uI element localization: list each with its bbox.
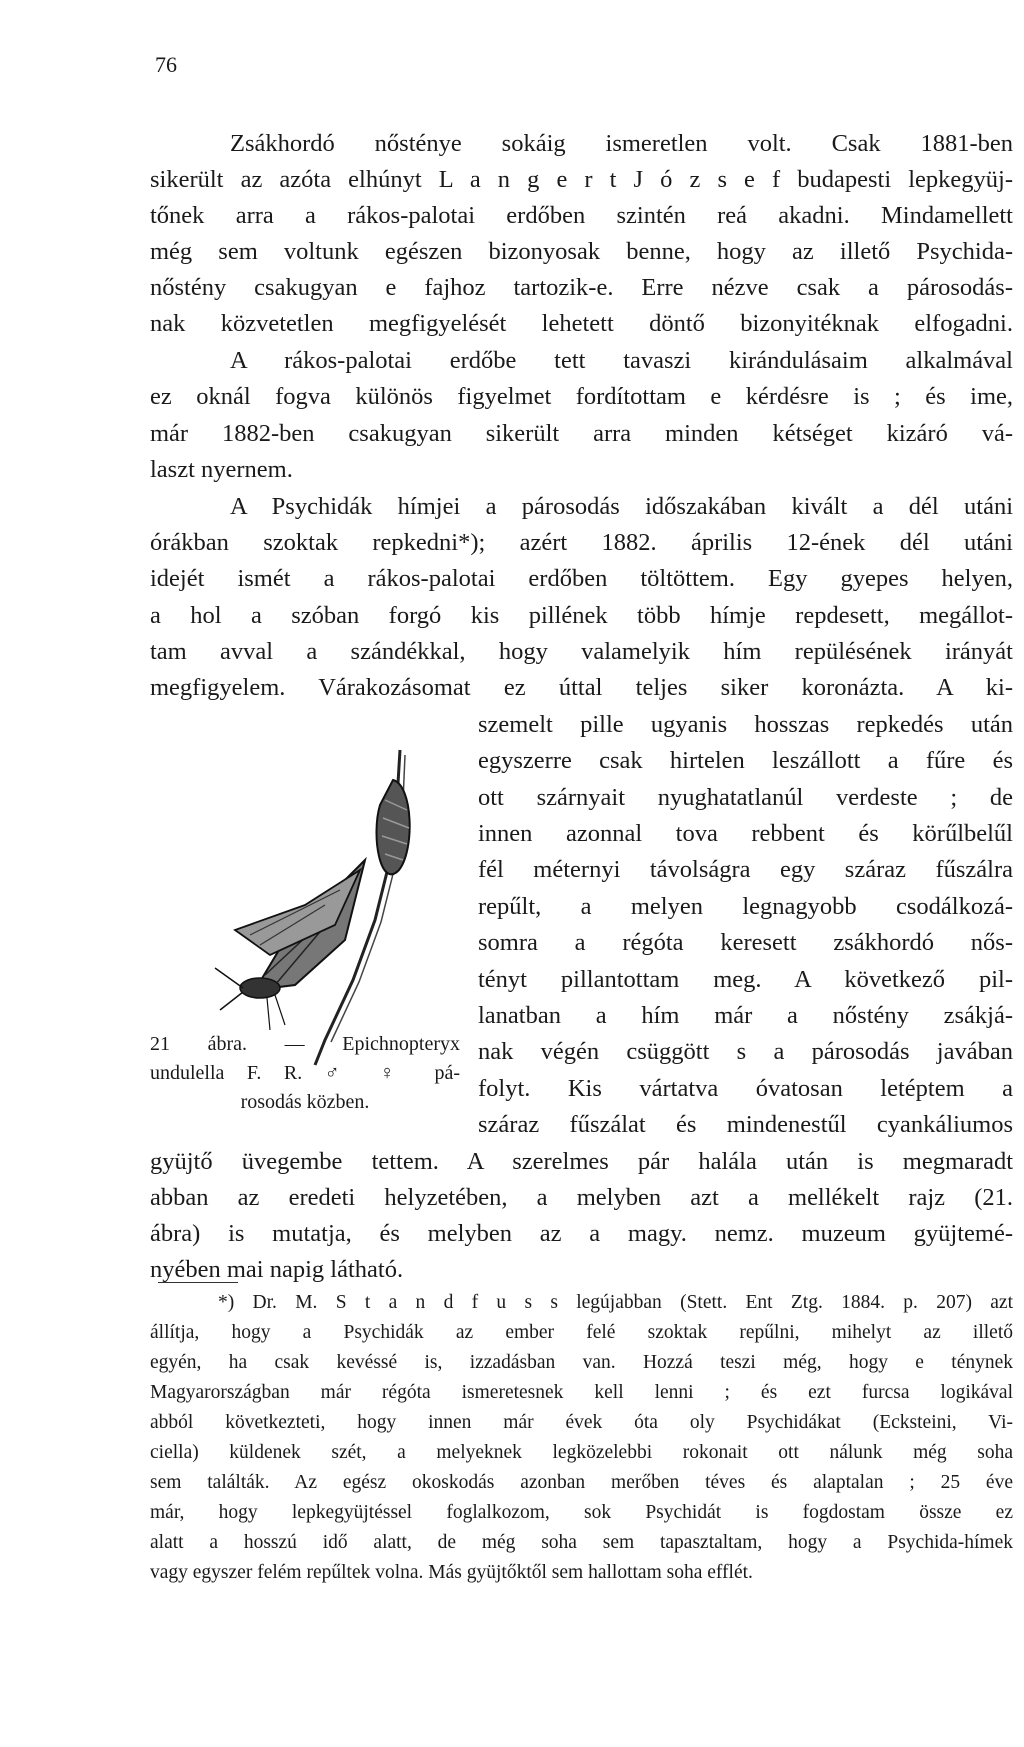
- text-line: idejét ismét a rákos-palotai erdőben töltöttem. Egy gyepes helyen,: [150, 565, 1013, 592]
- text-line: tam avval a szándékkal, hogy valamelyik hím repülésének irányát: [150, 638, 1013, 665]
- caption-line: 21 ábra. — Epichnopteryx: [150, 1033, 460, 1055]
- text-line: már 1882-ben csakugyan sikerült arra minden kétséget kizáró vá-: [150, 420, 1013, 447]
- text-line: ez oknál fogva különös figyelmet fordítottam e kérdésre is ; és ime,: [150, 383, 1013, 410]
- caption-line: rosodás közben.: [240, 1091, 370, 1113]
- text-line: még sem voltunk egészen bizonyosak benne, hogy az illető Psychida-: [150, 238, 1013, 265]
- text-line: megfigyelem. Várakozásomat ez úttal teljes siker koronázta. A ki-: [150, 674, 1013, 701]
- footnote-line: állítja, hogy a Psychidák az ember felé szoktak repűlni, mihelyt az illető: [150, 1322, 1013, 1343]
- text-line: ábra) is mutatja, és melyben az a magy. nemz. muzeum gyüjtemé-: [150, 1220, 1013, 1247]
- text-line: abban az eredeti helyzetében, a melyben azt a mellékelt rajz (21.: [150, 1184, 1013, 1211]
- text-line: nak közvetetlen megfigyelését lehetett döntő bizonyitéknak elfogadni.: [150, 310, 1013, 337]
- footnote-line: sem találták. Az egész okoskodás azonban merőben téves és alaptalan ; 25 éve: [150, 1472, 1013, 1493]
- footnote-line: *) Dr. M. S t a n d f u s s legújabban (Stett. Ent Ztg. 1884. p. 207) azt: [218, 1292, 1013, 1313]
- text-line: nőstény csakugyan e fajhoz tartozik-e. Erre nézve csak a párosodás-: [150, 274, 1013, 301]
- text-line: nyében mai napig látható.: [150, 1256, 404, 1283]
- footnote-line: Magyarországban már régóta ismeretesnek kell lenni ; és ezt furcsa logikával: [150, 1382, 1013, 1403]
- footnote-line: alatt a hosszú idő alatt, de még soha sem tapasztaltam, hogy a Psychida-hímek: [150, 1532, 1013, 1553]
- text-line: tényt pillantottam meg. A következő pil-: [478, 966, 1013, 993]
- text-line: száraz fűszálat és mindenestűl cyankáliumos: [478, 1111, 1013, 1138]
- text-line: a hol a szóban forgó kis pillének több hímje repdesett, megállot-: [150, 602, 1013, 629]
- text-line: innen azonnal tova rebbent és körűlbelűl: [478, 820, 1013, 847]
- text-line: egyszerre csak hirtelen leszállott a fűre és: [478, 747, 1013, 774]
- text-line: órákban szoktak repkedni*); azért 1882. április 12-ének dél utáni: [150, 529, 1013, 556]
- text-line: A rákos-palotai erdőbe tett tavaszi kirándulásaim alkalmával: [230, 347, 1013, 374]
- figure-illustration: [175, 740, 460, 1070]
- footnote-line: egyén, ha csak kevéssé is, izzadásban van. Hozzá teszi még, hogy e ténynek: [150, 1352, 1013, 1373]
- text-line: sikerült az azóta elhúnyt L a n g e r t J ó z s e f budapesti lepkegyüj-: [150, 166, 1013, 193]
- text-line: tőnek arra a rákos-palotai erdőben szintén reá akadni. Mindamellett: [150, 202, 1013, 229]
- caption-line: undulella F. R. ♂ ♀ pá-: [150, 1062, 460, 1084]
- text-line: repűlt, a melyen legnagyobb csodálkozá-: [478, 893, 1013, 920]
- footnote-line: abból következteti, hogy innen már évek óta oly Psychidákat (Ecksteini, Vi-: [150, 1412, 1013, 1433]
- text-line: lanatban a hím már a nőstény zsákjá-: [478, 1002, 1013, 1029]
- footnote-line: már, hogy lepkegyüjtéssel foglalkozom, sok Psychidát is fogdostam össze ez: [150, 1502, 1013, 1523]
- text-line: gyüjtő üvegembe tettem. A szerelmes pár halála után is megmaradt: [150, 1148, 1013, 1175]
- footnote-separator: [158, 1282, 238, 1283]
- footnote-line: vagy egyszer felém repűltek volna. Más gyüjtőktől sem hallottam soha efflét.: [150, 1562, 753, 1583]
- text-line: ott szárnyait nyughatatlanúl verdeste ; de: [478, 784, 1013, 811]
- text-line: laszt nyernem.: [150, 456, 293, 483]
- text-line: folyt. Kis vártatva óvatosan letéptem a: [478, 1075, 1013, 1102]
- text-line: szemelt pille ugyanis hosszas repkedés után: [478, 711, 1013, 738]
- text-line: A Psychidák hímjei a párosodás időszakában kivált a dél utáni: [230, 493, 1013, 520]
- page-number: 76: [155, 52, 177, 77]
- moth-pair-illustration: [175, 740, 460, 1070]
- footnote-line: ciella) küldenek szét, a melyeknek legközelebbi rokonait ott nálunk még soha: [150, 1442, 1013, 1463]
- text-line: somra a régóta keresett zsákhordó nős-: [478, 929, 1013, 956]
- text-line: Zsákhordó nőstényе sokáig ismeretlen volt. Csak 1881-ben: [230, 130, 1013, 157]
- text-line: fél méternyi távolságra egy száraz fűszálra: [478, 856, 1013, 883]
- text-line: nak végén csüggött s a párosodás javában: [478, 1038, 1013, 1065]
- figure-caption: [150, 1030, 460, 1117]
